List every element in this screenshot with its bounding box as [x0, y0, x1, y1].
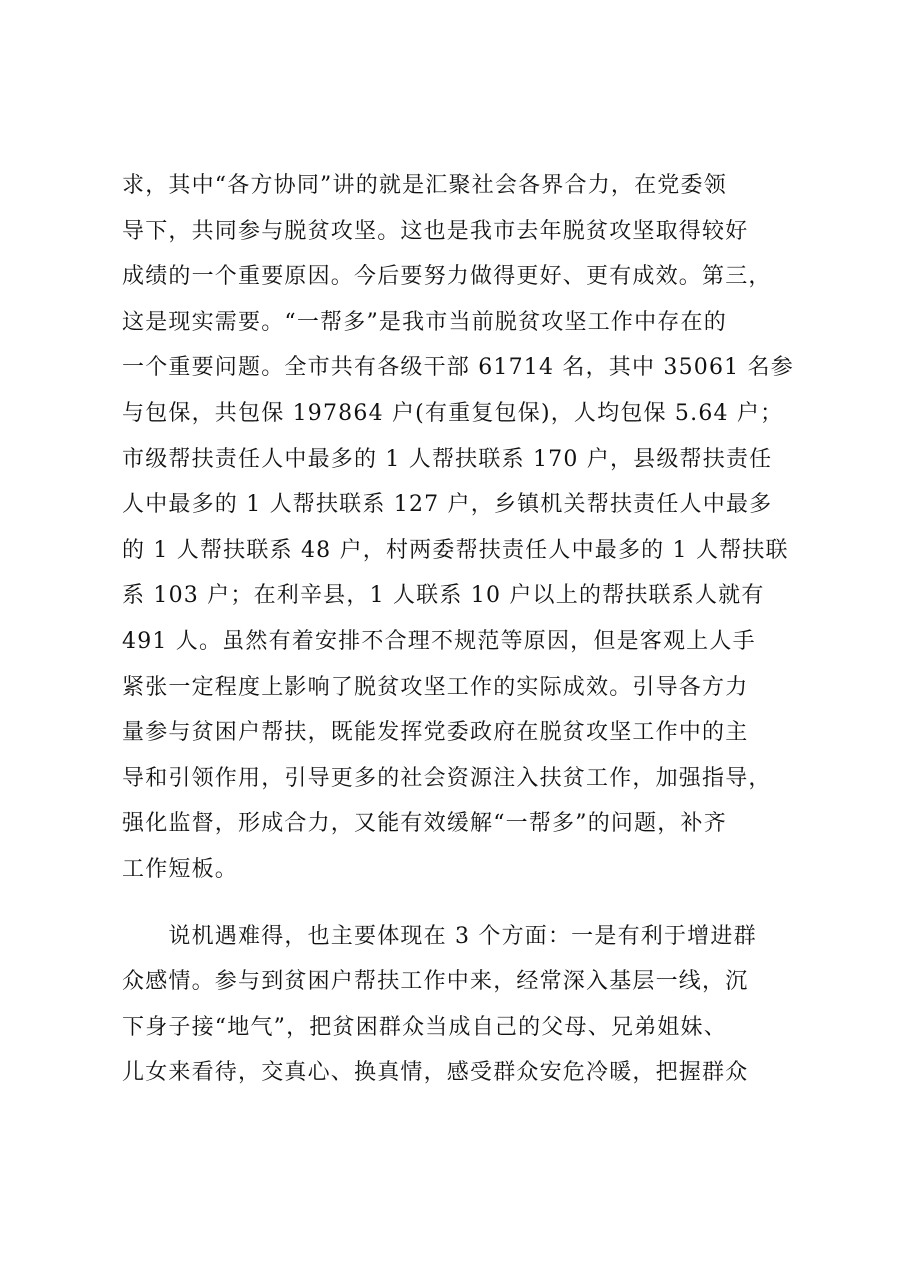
- text-line: 求，其中“各方协同”讲的就是汇聚社会各界合力，在党委领: [122, 173, 727, 198]
- text-line: 市级帮扶责任人中最多的 1 人帮扶联系 170 户，县级帮扶责任: [122, 446, 773, 472]
- text-line: 与包保，共包保 197864 户(有重复包保)，人均包保 5.64 户；: [122, 400, 784, 426]
- text-line: 众感情。参与到贫困户帮扶工作中来，经常深入基层一线，沉: [122, 969, 749, 995]
- text-line: 导下，共同参与脱贫攻坚。这也是我市去年脱贫攻坚取得较好: [122, 218, 749, 244]
- paragraph: [122, 914, 802, 1096]
- text-line: 人中最多的 1 人帮扶联系 127 户，乡镇机关帮扶责任人中最多: [122, 492, 773, 518]
- text-line: 量参与贫困户帮扶，既能发挥党委政府在脱贫攻坚工作中的主: [122, 720, 749, 746]
- text-line: 系 103 户；在利辛县，1 人联系 10 户以上的帮扶联系人就有: [122, 583, 765, 609]
- text-line: 导和引领作用，引导更多的社会资源注入扶贫工作，加强指导，: [122, 765, 772, 791]
- text-line: 工作短板。: [122, 856, 239, 882]
- text-line: 一个重要问题。全市共有各级干部 61714 名，其中 35061 名参: [122, 355, 794, 381]
- paragraph-spacing: [122, 893, 802, 914]
- text-line: 紧张一定程度上影响了脱贫攻坚工作的实际成效。引导各方力: [122, 674, 749, 700]
- text-line: 这是现实需要。“一帮多”是我市当前脱贫攻坚工作中存在的: [122, 309, 727, 335]
- text-line: 说机遇难得，也主要体现在 3 个方面：一是有利于增进群: [122, 923, 757, 949]
- text-line: 强化监督，形成合力，又能有效缓解“一帮多”的问题，补齐: [122, 811, 727, 837]
- document-body: [122, 163, 802, 1096]
- paragraph: [122, 163, 802, 893]
- text-line: 的 1 人帮扶联系 48 户，村两委帮扶责任人中最多的 1 人帮扶联: [122, 537, 789, 563]
- text-line: 下身子接“地气”，把贫困群众当成自己的父母、兄弟姐妹、: [122, 1014, 727, 1040]
- text-line: 491 人。虽然有着安排不合理不规范等原因，但是客观上人手: [122, 628, 756, 654]
- text-line: 成绩的一个重要原因。今后要努力做得更好、更有成效。第三，: [122, 264, 772, 290]
- text-line: 儿女来看待，交真心、换真情，感受群众安危冷暖，把握群众: [122, 1060, 749, 1086]
